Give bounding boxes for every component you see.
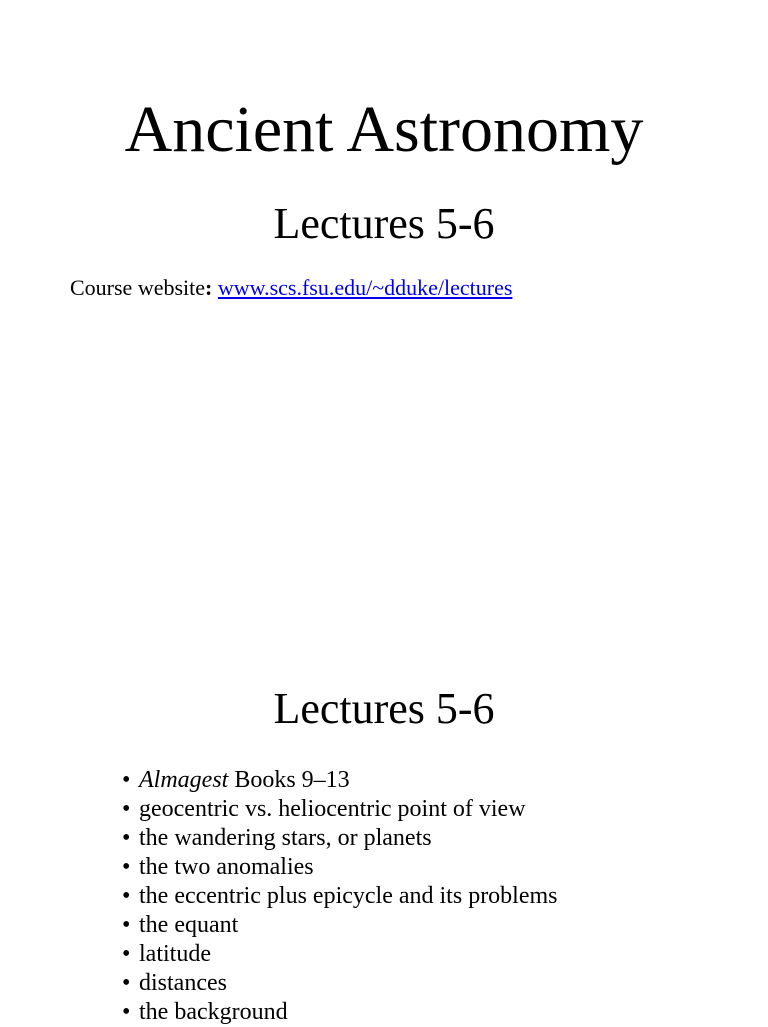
list-item xyxy=(122,882,558,911)
page-subtitle: Lectures 5-6 xyxy=(273,199,495,248)
bullet-icon: • xyxy=(122,854,131,880)
list-item xyxy=(122,824,558,853)
list-item xyxy=(122,766,558,795)
topic-list xyxy=(122,766,558,1027)
list-item xyxy=(122,911,558,940)
list-item-text: the two anomalies xyxy=(139,854,314,880)
course-website-link[interactable]: www.scs.fsu.edu/~dduke/lectures xyxy=(217,275,513,300)
bullet-icon: • xyxy=(122,883,131,909)
list-item xyxy=(122,795,558,824)
list-item-emphasis: Almagest xyxy=(139,767,229,793)
list-item-text: the eccentric plus epicycle and its problems xyxy=(139,883,558,909)
bullet-icon: • xyxy=(122,970,131,996)
course-website-line xyxy=(70,274,512,302)
list-item-text: latitude xyxy=(139,941,211,967)
bullet-icon: • xyxy=(122,796,131,822)
section-heading: Lectures 5-6 xyxy=(273,684,495,733)
bullet-icon: • xyxy=(122,912,131,938)
list-item-text: the background xyxy=(139,999,288,1025)
list-item-text: geocentric vs. heliocentric point of view xyxy=(139,796,526,822)
course-website-label: Course website xyxy=(70,275,206,300)
bullet-icon: • xyxy=(122,999,131,1025)
page-title: Ancient Astronomy xyxy=(124,93,644,166)
list-item xyxy=(122,998,558,1027)
list-item-text: the wandering stars, or planets xyxy=(139,825,432,851)
bullet-icon: • xyxy=(122,825,131,851)
list-item xyxy=(122,969,558,998)
list-item-text: distances xyxy=(139,970,227,996)
bullet-icon: • xyxy=(122,767,131,793)
bullet-icon: • xyxy=(122,941,131,967)
course-website-colon: : xyxy=(205,275,213,300)
list-item xyxy=(122,940,558,969)
list-item-text: Books 9–13 xyxy=(228,767,350,793)
list-item xyxy=(122,853,558,882)
list-item-text: the equant xyxy=(139,912,239,938)
